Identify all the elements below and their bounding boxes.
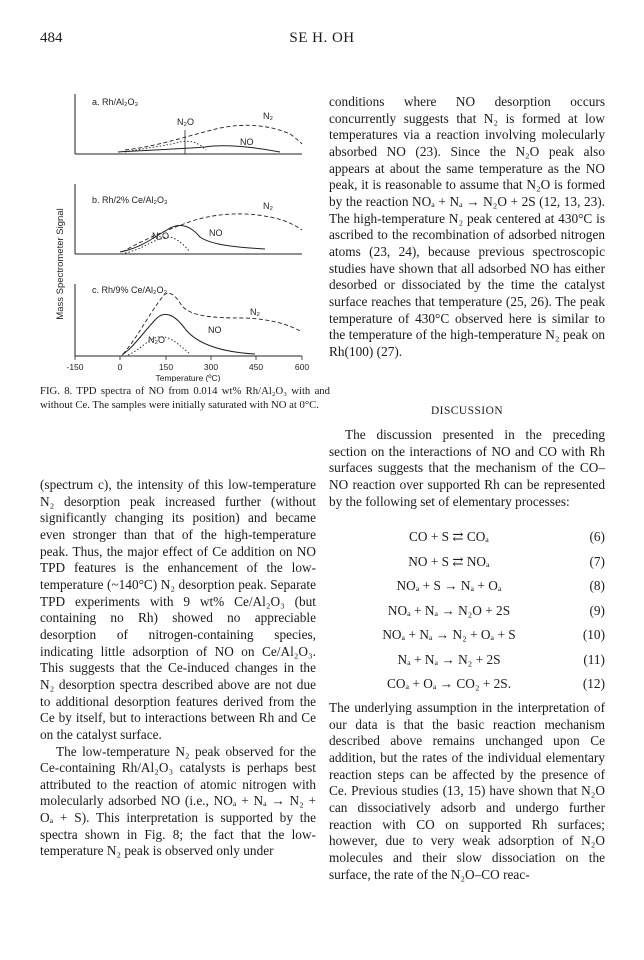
panel-b-n2: N₂ (263, 201, 273, 211)
panel-b-label: b. Rh/2% Ce/Al₂O₃ (92, 195, 168, 205)
panel-c-label: c. Rh/9% Ce/Al₂O₃ (92, 285, 168, 295)
tpd-plot (30, 92, 330, 382)
right-column-bottom (329, 700, 605, 883)
running-head: SE H. OH (289, 30, 355, 46)
equation-row (329, 652, 605, 677)
x-tick-3: 150 (158, 362, 174, 372)
equation-row (329, 529, 605, 554)
panel-a-n2: N₂ (263, 111, 273, 121)
equation-number: (8) (589, 578, 605, 593)
equation-number: (6) (589, 529, 605, 544)
panel-a-no: NO (240, 137, 254, 147)
y-axis-label: Mass Spectrometer Signal (55, 208, 66, 320)
equation-text: COₐ + Oₐ → CO₂ + 2S. (386, 676, 512, 691)
panel-a-n2o-curve (125, 141, 206, 152)
equation-number: (11) (583, 651, 605, 667)
left-column (40, 477, 316, 860)
panel-a-no-curve (118, 146, 280, 152)
panel-b-no: NO (209, 228, 223, 238)
panel-c-no-curve (122, 314, 255, 355)
x-tick-6: 600 (294, 362, 310, 372)
right-paragraph-3: The underlying assumption in the interpretation of our data is that the basic reaction mechanism described above remains unchanged upon Ce addition, but the rates of the individual elementary reaction steps can be affected by the presence of Ce. Previous studies (13, 15) have shown that N₂O can dissociatively adsorb and undergo further reaction with CO on supported Rh surfaces; however, due to very weak adsorption of N₂O molecules and their slow dissociation on the surface, the rate of the N₂O–CO reac- (329, 700, 605, 882)
right-paragraph-1: conditions where NO desorption occurs concurrently suggests that N₂ is formed at low temperatures via a reaction involving molecularly absorbed NO (23). Since the N₂O peak also appears at about the same temperature as the NO peak, it is reasonable to assume that N₂O is formed by the reaction NOₐ + Nₐ → N₂O + 2S (12, 13, 23). The high-temperature N₂ peak centered at 430°C is ascribed to the recombination of adsorbed nitrogen atoms (23, 24), because previous spectroscopic studies have shown that all adsorbed NO has either desorbed or dissociated by the time the catalyst surface reaches that temperature (25, 26). The peak temperature of 430°C observed here is similar to the temperature of the high-temperature N₂ peak on Rh(100) (27). (329, 94, 605, 359)
left-paragraph-1: (spectrum c), the intensity of this low-temperature N₂ desorption peak increased further (without significantly changing its position) and became even stronger than that of the high-temperature peak. Thus, the major effect of Ce addition on NO TPD features is the enhancement of the low-temperature (~140°C) N₂ desorption peak. Separate TPD experiments with 9 wt% Ce/Al₂O₃ (but containing no Rh) showed no appreciable desorption of nitrogen-containing species, indicating little adsorption of NO on Ce/Al₂O₃. This suggests that the Ce-induced changes in the N₂ desorption spectra described above are not due to additional desorption features derived from the Ce by itself, but to interactions between Rh and Ce on the catalyst surface. (40, 477, 316, 742)
figure-caption: FIG. 8. TPD spectra of NO from 0.014 wt% Rh/Al₂O₃ with and without Ce. The samples were initially saturated with NO at 0°C. (40, 385, 330, 411)
equation-row (329, 578, 605, 603)
equation-row (329, 676, 605, 701)
figure-tpd-spectra (30, 92, 330, 382)
equation-text: Nₐ + Nₐ → N₂ + 2S (397, 651, 501, 667)
equation-text: NOₐ + S → Nₐ + Oₐ (396, 578, 502, 593)
section-heading-discussion: DISCUSSION (430, 405, 504, 417)
equation-row (329, 627, 605, 652)
equation-text: NO + S ⇄ NOₐ (408, 553, 490, 569)
equation-list (329, 529, 605, 701)
right-paragraph-2: The discussion presented in the preceding section on the interactions of NO and CO with Rh surfaces suggests that the mechanism of the CO–NO reaction over supported Rh can be represented by the following set of elementary processes: (329, 427, 605, 509)
right-column-top (329, 94, 605, 361)
equation-number: (7) (589, 553, 605, 569)
equation-row (329, 554, 605, 579)
page-number: 484 (40, 30, 63, 46)
equation-number: (12) (582, 676, 605, 691)
panel-b (75, 184, 302, 254)
equation-text: NOₐ + Nₐ → N₂ + Oₐ + S (382, 627, 516, 642)
panel-a (75, 94, 302, 154)
equation-text: CO + S ⇄ COₐ (409, 529, 489, 544)
equation-text: NOₐ + Nₐ → N₂O + 2S (387, 602, 511, 618)
panel-b-no-curve (120, 225, 265, 252)
x-tick-5: 450 (248, 362, 264, 372)
equation-number: (10) (582, 627, 605, 642)
x-tick-1: -150 (66, 362, 84, 372)
panel-c-n2: N₂ (250, 307, 260, 317)
x-tick-2: 0 (117, 362, 123, 372)
x-axis-label: Temperature (ºC) (155, 373, 221, 382)
left-paragraph-2: The low-temperature N₂ peak observed for the Ce-containing Rh/Al₂O₃ catalysts is perhaps best attributed to the reaction of atomic nitrogen with molecularly adsorbed NO (i.e., NOₐ + Nₐ → N₂ + Oₐ + S). This interpretation is supported by the spectra shown in Fig. 8; the fact that the low-temperature N₂ peak is observed only under (40, 743, 316, 859)
panel-b-n2o: N₂O (152, 231, 169, 241)
panel-c-n2o: N₂O (148, 335, 165, 345)
panel-a-n2o: N₂O (177, 117, 194, 127)
x-tick-4: 300 (203, 362, 219, 372)
panel-c-no: NO (208, 325, 222, 335)
panel-a-label: a. Rh/Al₂O₃ (92, 97, 139, 107)
panel-c (66, 284, 309, 382)
right-column-discussion (329, 427, 605, 510)
equation-row (329, 603, 605, 628)
equation-number: (9) (589, 602, 605, 618)
